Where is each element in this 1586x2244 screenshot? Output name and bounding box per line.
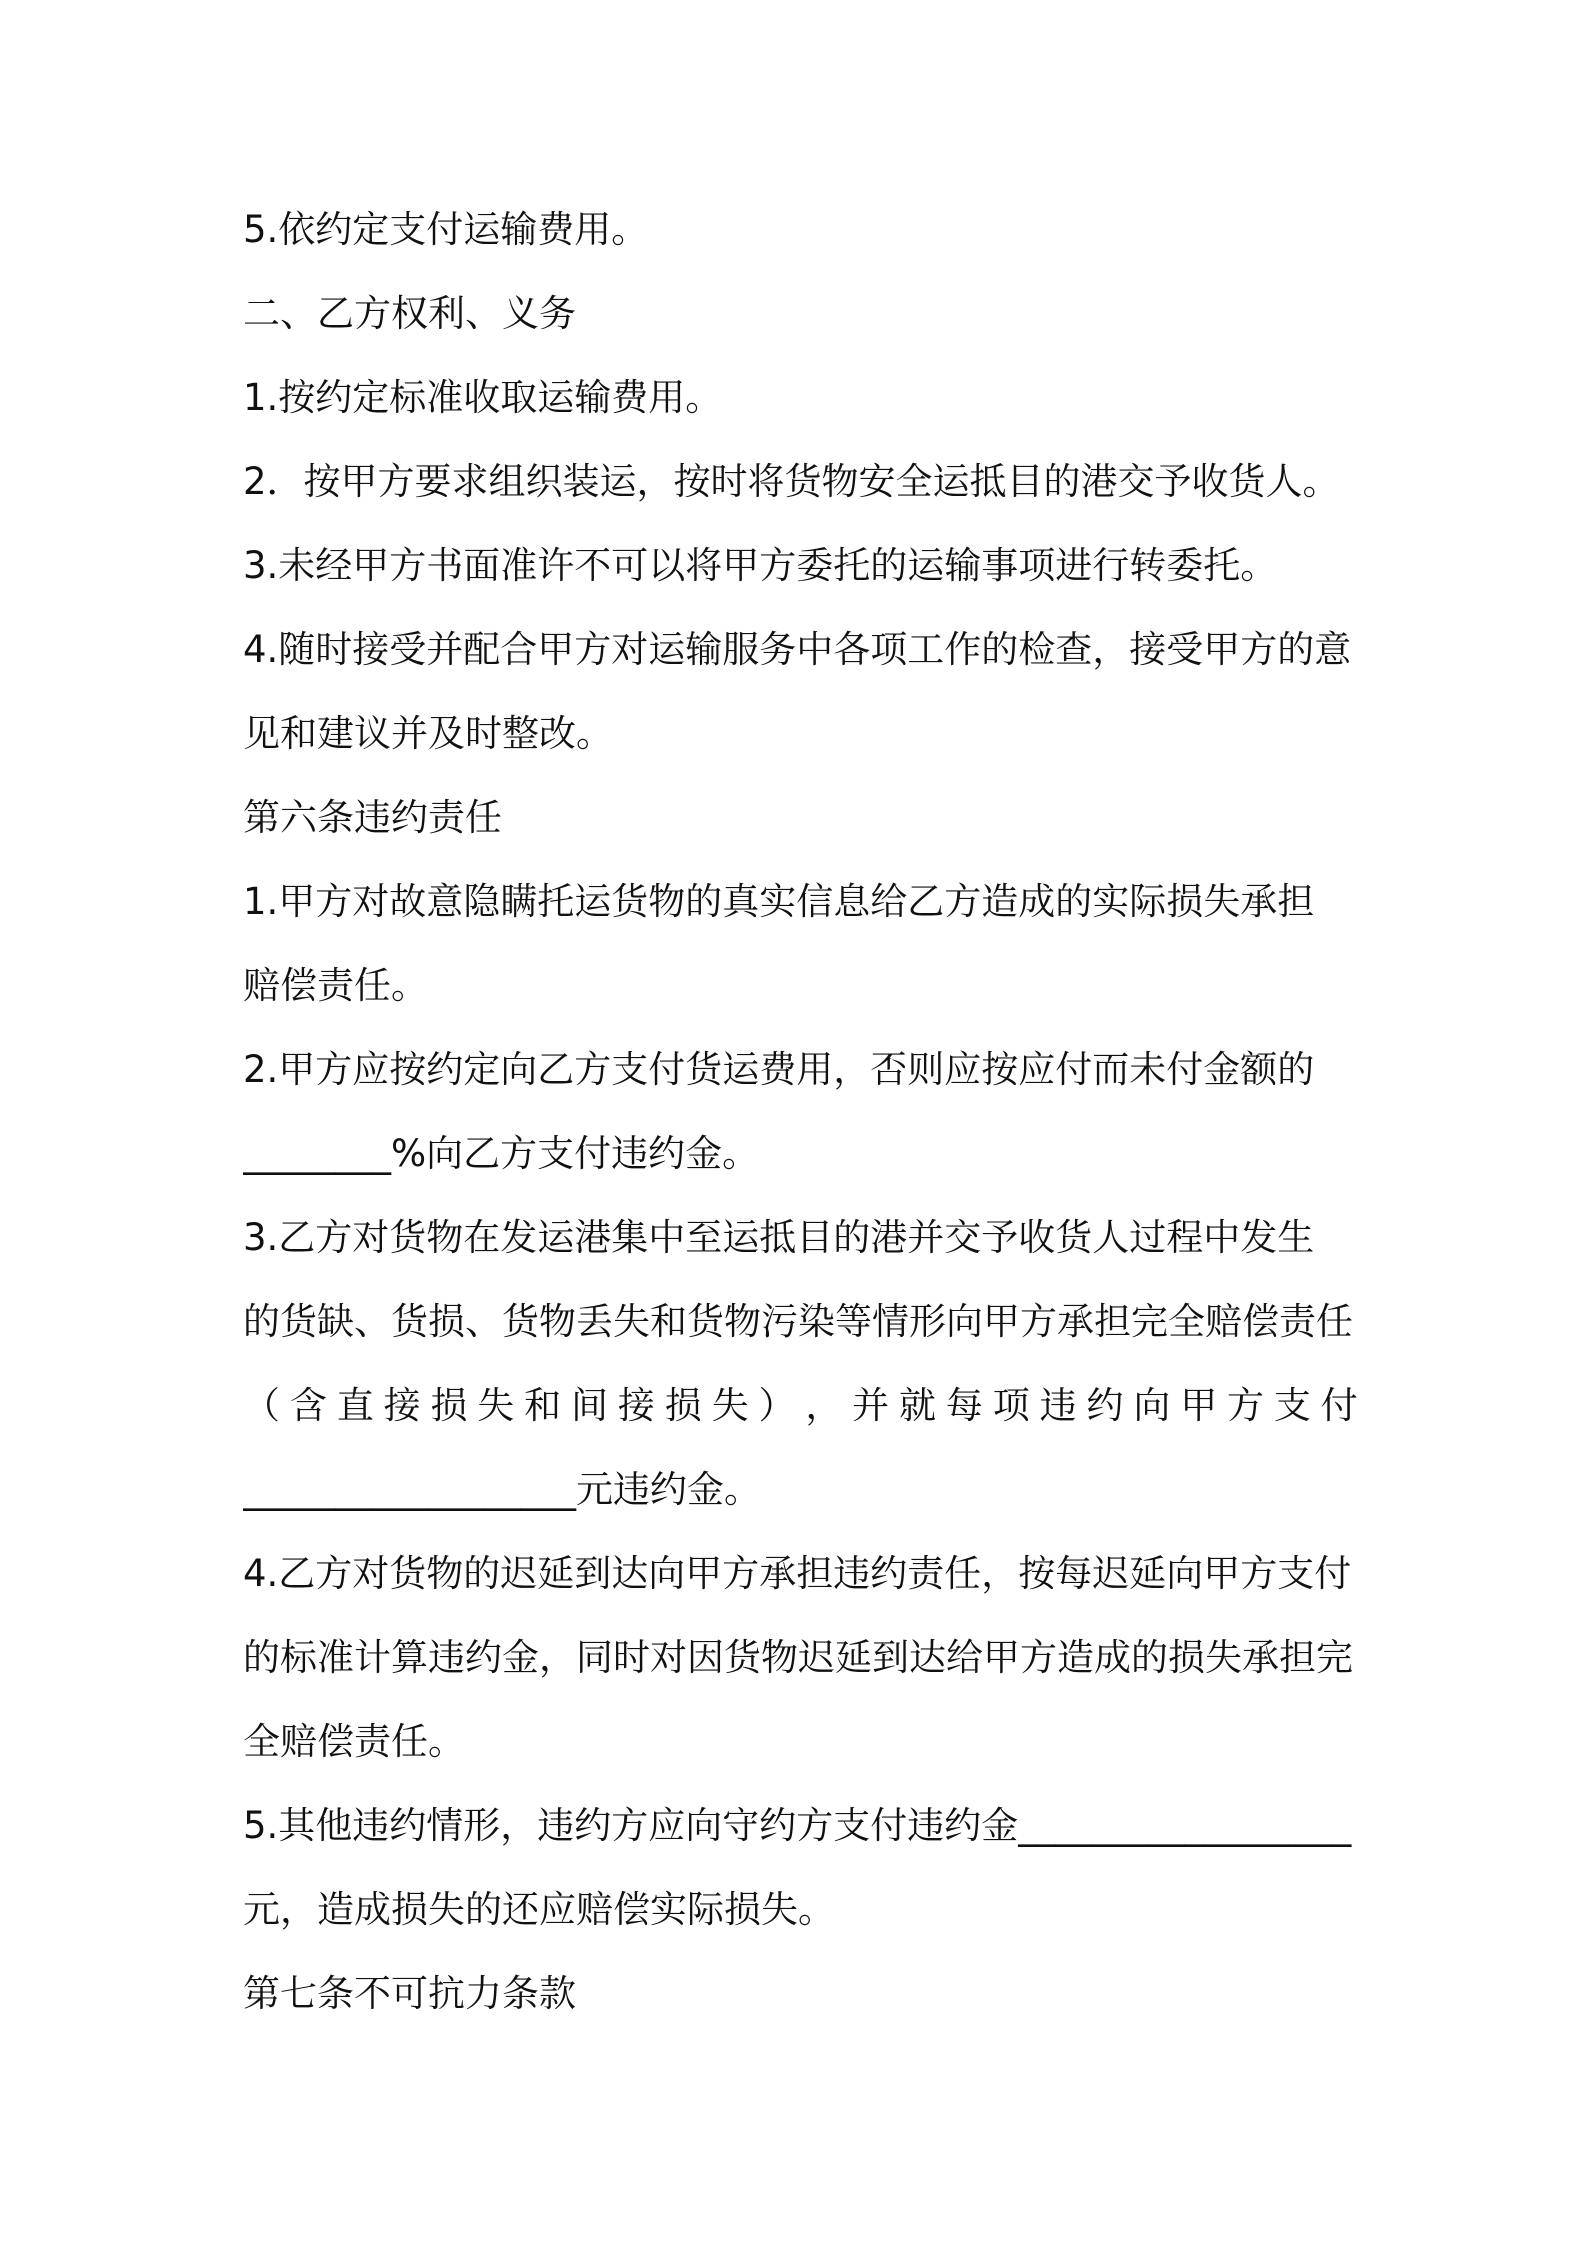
justified-char: 损 [430, 1384, 468, 1427]
clause-line: 1.甲方对故意隐瞒托运货物的真实信息给乙方造成的实际损失承担 [243, 880, 1315, 923]
clause-line: 2.甲方应按约定向乙方支付货运费用，否则应按应付而未付金额的 [243, 1048, 1315, 1091]
justified-char: 违 [1039, 1384, 1077, 1427]
clause-line-with-blank: 5.其他违约情形，违约方应向守约方支付违约金__________________ [243, 1804, 1352, 1847]
justified-char: 约 [1086, 1384, 1124, 1427]
justified-char: 支 [1273, 1384, 1311, 1427]
clause-line: 4.随时接受并配合甲方对运输服务中各项工作的检查，接受甲方的意 [243, 628, 1352, 671]
justified-char: 损 [664, 1384, 702, 1427]
justified-char: 项 [992, 1384, 1030, 1427]
justified-char: 失 [711, 1384, 749, 1427]
clause-line: 元，造成损失的还应赔偿实际损失。 [243, 1888, 835, 1931]
clause-line: 赔偿责任。 [243, 964, 428, 1007]
clause-line: 3.乙方对货物在发运港集中至运抵目的港并交予收货人过程中发生 [243, 1216, 1315, 1259]
justified-char: 向 [1133, 1384, 1171, 1427]
clause-line: 5.依约定支付运输费用。 [243, 208, 649, 251]
clause-line: 见和建议并及时整改。 [243, 712, 613, 755]
justified-char: 含 [289, 1384, 327, 1427]
document-body [243, 200, 1358, 2048]
justified-char: 间 [571, 1384, 609, 1427]
section-heading: 二、乙方权利、义务 [243, 292, 576, 335]
clause-line-with-blank: __________________元违约金。 [243, 1468, 761, 1511]
justified-char: ） [758, 1384, 796, 1427]
justified-char: 接 [383, 1384, 421, 1427]
clause-line: 的标准计算违约金，同时对因货物迟延到达给甲方造成的损失承担完 [243, 1636, 1353, 1679]
justified-char: 和 [524, 1384, 562, 1427]
justified-char: 接 [617, 1384, 655, 1427]
justified-char: 直 [336, 1384, 374, 1427]
clause-line: 全赔偿责任。 [243, 1720, 465, 1763]
clause-line: 4.乙方对货物的迟延到达向甲方承担违约责任，按每迟延向甲方支付 [243, 1552, 1352, 1595]
clause-line-justified [243, 1376, 1358, 1460]
clause-line: 3.未经甲方书面准许不可以将甲方委托的运输事项进行转委托。 [243, 544, 1278, 587]
justified-char: 失 [477, 1384, 515, 1427]
clause-line: 1.按约定标准收取运输费用。 [243, 376, 723, 419]
justified-char: 方 [1227, 1384, 1265, 1427]
justified-char: 并 [852, 1384, 890, 1427]
justified-char: 就 [899, 1384, 937, 1427]
justified-char: ， [805, 1384, 843, 1427]
justified-char: 付 [1320, 1384, 1358, 1427]
clause-line-with-blank: ________%向乙方支付违约金。 [243, 1132, 760, 1175]
justified-char: 甲 [1180, 1384, 1218, 1427]
article-heading: 第六条违约责任 [243, 796, 502, 839]
clause-line: 2．按甲方要求组织装运，按时将货物安全运抵目的港交予收货人。 [243, 460, 1340, 503]
justified-char: 每 [945, 1384, 983, 1427]
article-heading: 第七条不可抗力条款 [243, 1972, 576, 2015]
clause-line: 的货缺、货损、货物丢失和货物污染等情形向甲方承担完全赔偿责任 [243, 1300, 1353, 1343]
justified-char: （ [243, 1384, 280, 1427]
